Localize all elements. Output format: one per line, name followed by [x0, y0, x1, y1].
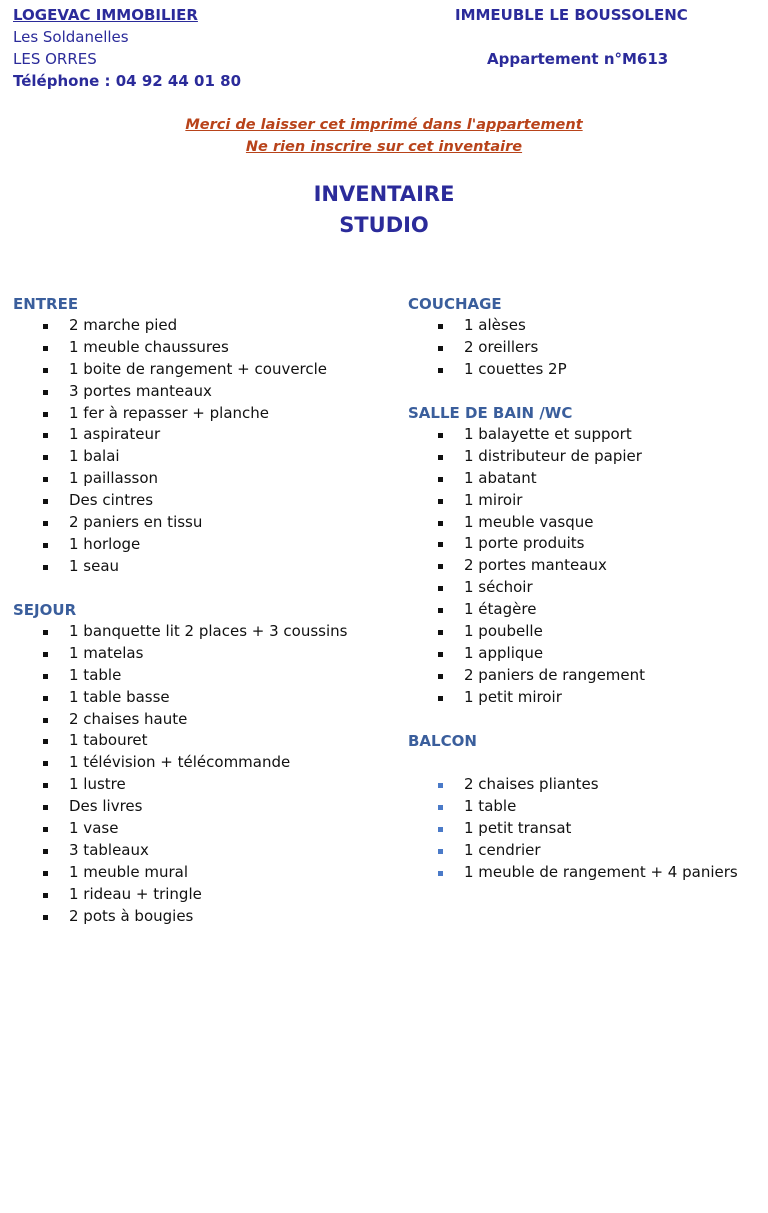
list-item: 2 chaises pliantes	[408, 774, 738, 796]
list-item: 1 matelas	[13, 643, 347, 665]
list-item: 1 télévision + télécommande	[13, 752, 347, 774]
list-item: 1 abatant	[408, 468, 645, 490]
list-item: 1 aspirateur	[13, 424, 327, 446]
list-item: 2 pots à bougies	[13, 906, 347, 928]
company-name: LOGEVAC IMMOBILIER	[13, 6, 198, 24]
list-item: 1 meuble vasque	[408, 512, 645, 534]
list-entree	[13, 315, 327, 578]
list-item: 1 vase	[13, 818, 347, 840]
list-sejour	[13, 621, 347, 927]
list-item: 2 oreillers	[408, 337, 567, 359]
list-item: 1 meuble chaussures	[13, 337, 327, 359]
list-item: 1 petit miroir	[408, 687, 645, 709]
list-item: 1 rideau + tringle	[13, 884, 347, 906]
address-line-1: Les Soldanelles	[13, 28, 129, 46]
list-item: 1 porte produits	[408, 533, 645, 555]
list-item: 1 miroir	[408, 490, 645, 512]
list-item: 1 balayette et support	[408, 424, 645, 446]
list-item: 1 fer à repasser + planche	[13, 403, 327, 425]
list-item: 1 paillasson	[13, 468, 327, 490]
list-item: 1 cendrier	[408, 840, 738, 862]
list-item: 2 chaises haute	[13, 709, 347, 731]
list-item: 1 balai	[13, 446, 327, 468]
list-item: 1 applique	[408, 643, 645, 665]
list-item: 1 alèses	[408, 315, 567, 337]
list-item: 1 poubelle	[408, 621, 645, 643]
list-item: 1 petit transat	[408, 818, 738, 840]
list-balcon	[408, 774, 738, 883]
section-heading-couchage: COUCHAGE	[408, 295, 502, 313]
list-item: 2 paniers de rangement	[408, 665, 645, 687]
list-item: 1 meuble mural	[13, 862, 347, 884]
section-heading-sejour: SEJOUR	[13, 601, 77, 619]
list-item: 1 boite de rangement + couvercle	[13, 359, 327, 381]
list-salle-de-bain	[408, 424, 645, 709]
section-heading-entree: ENTREE	[13, 295, 79, 313]
list-item: 1 table	[408, 796, 738, 818]
phone-number: Téléphone : 04 92 44 01 80	[13, 72, 242, 90]
notice-line-1: Merci de laisser cet imprimé dans l'appartement	[185, 117, 583, 133]
list-item: 1 seau	[13, 556, 327, 578]
list-item: 1 table basse	[13, 687, 347, 709]
page-subtitle: STUDIO	[339, 213, 429, 237]
list-couchage	[408, 315, 567, 381]
list-item: 1 couettes 2P	[408, 359, 567, 381]
list-item: 2 portes manteaux	[408, 555, 645, 577]
list-item: 3 portes manteaux	[13, 381, 327, 403]
list-item: 1 meuble de rangement + 4 paniers	[408, 862, 738, 884]
list-item: Des livres	[13, 796, 347, 818]
apartment-number: Appartement n°M613	[487, 50, 669, 68]
page-title: INVENTAIRE	[313, 182, 455, 206]
list-item: 2 marche pied	[13, 315, 327, 337]
list-item: 1 lustre	[13, 774, 347, 796]
list-item: 1 banquette lit 2 places + 3 coussins	[13, 621, 347, 643]
list-item: 1 étagère	[408, 599, 645, 621]
list-item: 1 tabouret	[13, 730, 347, 752]
building-name: IMMEUBLE LE BOUSSOLENC	[455, 6, 688, 24]
notice-line-2: Ne rien inscrire sur cet inventaire	[245, 139, 523, 155]
list-item: 1 distributeur de papier	[408, 446, 645, 468]
list-item: 1 table	[13, 665, 347, 687]
address-line-2: LES ORRES	[13, 50, 97, 68]
list-item: Des cintres	[13, 490, 327, 512]
section-heading-balcon: BALCON	[408, 732, 477, 750]
list-item: 1 horloge	[13, 534, 327, 556]
list-item: 2 paniers en tissu	[13, 512, 327, 534]
list-item: 1 séchoir	[408, 577, 645, 599]
list-item: 3 tableaux	[13, 840, 347, 862]
section-heading-salle-de-bain: SALLE DE BAIN /WC	[408, 404, 573, 422]
